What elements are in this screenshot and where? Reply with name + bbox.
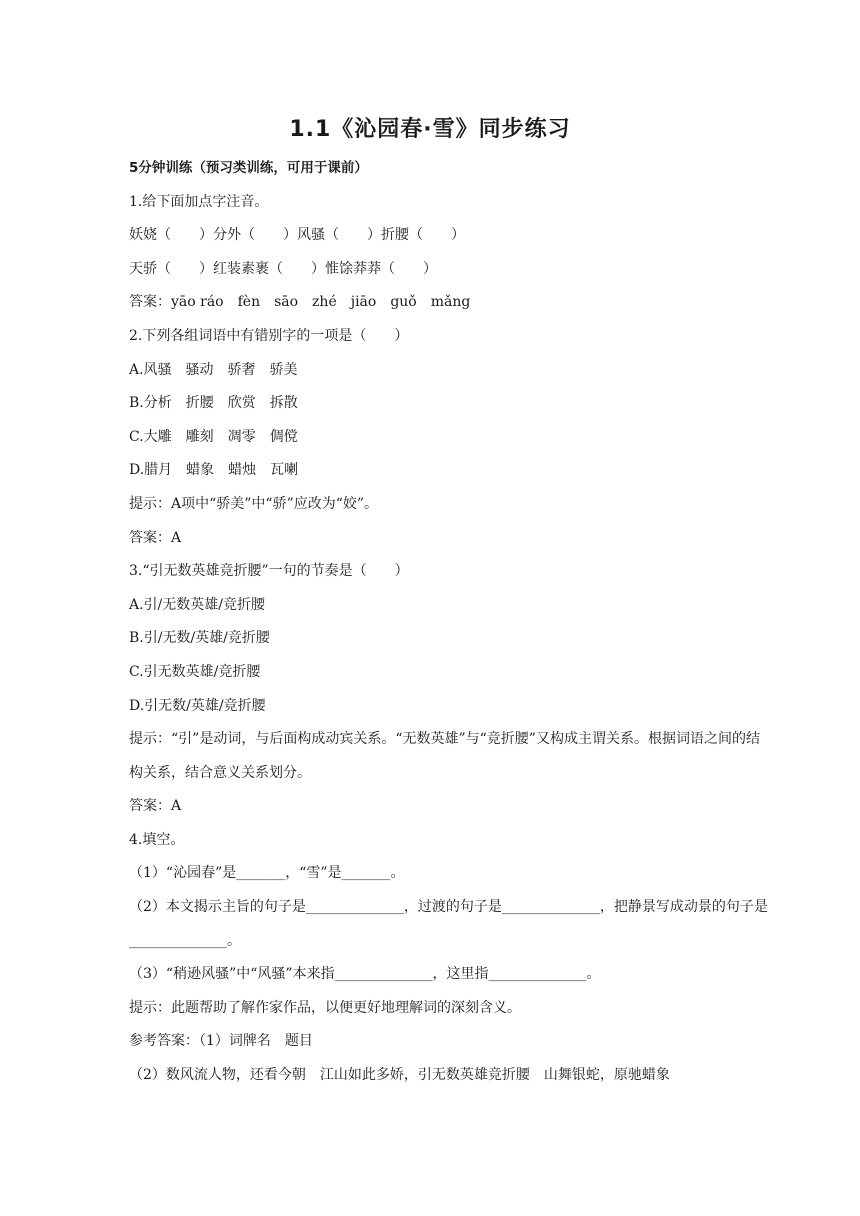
- question-1-items-a: 妖娆（ ）分外（ ）风骚（ ）折腰（ ）: [129, 227, 465, 244]
- option-2c: C.大雕 雕刻 凋零 倜傥: [129, 428, 298, 445]
- question-4-part-1: （1）“沁园春”是_______，“雪”是_______。: [129, 865, 405, 882]
- answer-4-part-1: 参考答案：（1）词牌名 题目: [129, 1033, 313, 1050]
- option-3b: B.引/无数/英雄/竞折腰: [129, 630, 270, 647]
- option-3a: A.引/无数英雄/竞折腰: [129, 596, 265, 613]
- option-2d: D.腊月 蜡象 蜡烛 瓦喇: [129, 462, 299, 479]
- question-3: 3.“引无数英雄竞折腰”一句的节奏是（ ）: [129, 563, 409, 580]
- question-1-items-b: 天骄（ ）红装素裹（ ）惟馀莽莽（ ）: [129, 260, 437, 277]
- section-heading: 5分钟训练（预习类训练，可用于课前）: [129, 160, 368, 176]
- hint-4: 提示：此题帮助了解作家作品，以便更好地理解词的深刻含义。: [129, 999, 521, 1016]
- option-3c: C.引无数英雄/竞折腰: [129, 663, 261, 680]
- page-title: 1.1《沁园春·雪》同步练习: [289, 117, 571, 142]
- answer-4-part-2: （2）数风流人物，还看今朝 江山如此多娇，引无数英雄竞折腰 山舞银蛇，原驰蜡象: [129, 1067, 670, 1084]
- exercise-body: [129, 152, 769, 1093]
- option-3d: D.引无数/英雄/竞折腰: [129, 697, 266, 714]
- option-2a: A.风骚 骚动 骄奢 骄美: [129, 361, 298, 378]
- question-2: 2.下列各组词语中有错别字的一项是（ ）: [129, 327, 409, 344]
- question-4-part-3: （3）“稍逊风骚”中“风骚”本来指______________，这里指______________。: [129, 966, 601, 983]
- option-2b: B.分析 折腰 欣赏 拆散: [129, 395, 298, 412]
- hint-3: 提示：“引”是动词，与后面构成动宾关系。“无数英雄”与“竞折腰”又构成主谓关系。根据词语之间的结构关系，结合意义关系划分。: [129, 731, 760, 781]
- question-4: 4.填空。: [129, 831, 185, 848]
- answer-2: 答案：A: [129, 529, 182, 546]
- hint-2: 提示：A项中“骄美”中“骄”应改为“姣”。: [129, 495, 379, 512]
- question-4-part-2: （2）本文揭示主旨的句子是______________，过渡的句子是______________，把静景写成动景的句子是______________。: [129, 899, 768, 949]
- answer-1: 答案：yāo ráo fèn sāo zhé jiāo guǒ mǎng: [129, 294, 471, 311]
- answer-3: 答案：A: [129, 798, 182, 815]
- question-1: 1.给下面加点字注音。: [129, 193, 269, 210]
